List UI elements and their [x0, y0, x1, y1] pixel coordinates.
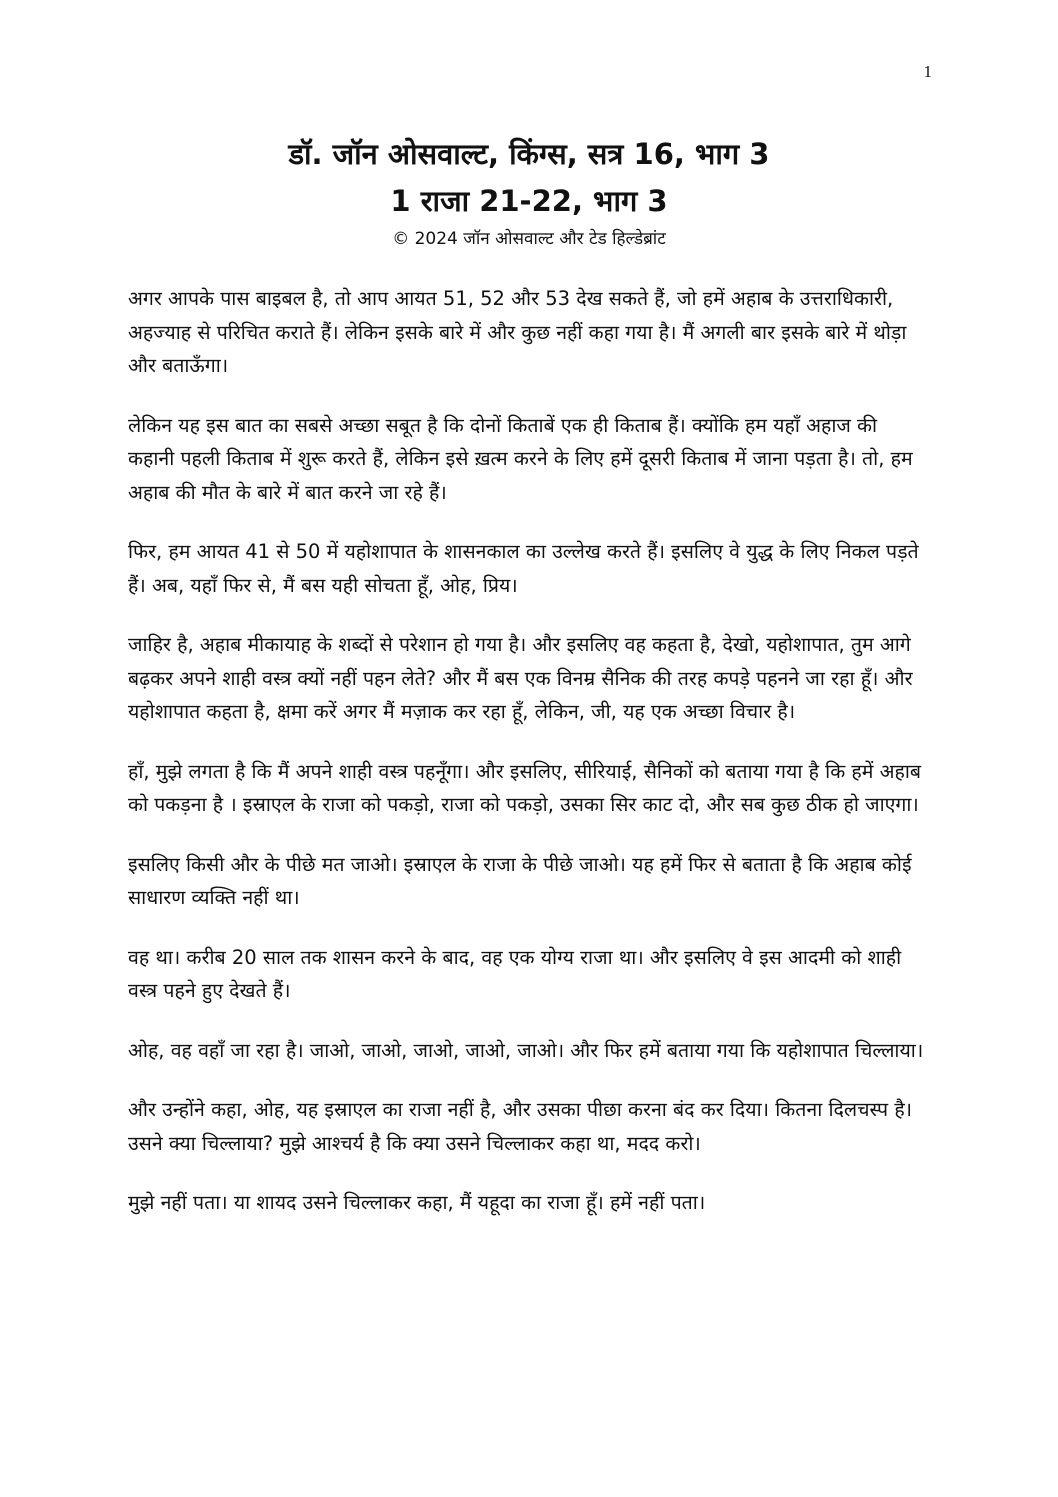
- copyright-line: © 2024 जॉन ओसवाल्ट और टेड हिल्डेब्रांट: [392, 229, 666, 249]
- paragraph: जाहिर है, अहाब मीकायाह के शब्दों से परेशान हो गया है। और इसलिए वह कहता है, देखो, यहोशापात, तुम आगे बढ़कर अपने शाही वस्त्र क्यों नहीं पहन लेते? और मैं बस एक विनम्र सैनिक की तरह कपड़े पहनने जा रहा हूँ। और यहोशापात कहता है, क्षमा करें अगर मैं मज़ाक कर रहा हूँ, लेकिन, जी, यह एक अच्छा विचार है।: [128, 633, 913, 723]
- paragraph: वह था। करीब 20 साल तक शासन करने के बाद, वह एक योग्य राजा था। और इसलिए वे इस आदमी को शाही वस्त्र पहने हुए देखते हैं।: [128, 945, 902, 1002]
- paragraph: लेकिन यह इस बात का सबसे अच्छा सबूत है कि दोनों किताबें एक ही किताब हैं। क्योंकि हम यहाँ अहाज की कहानी पहली किताब में शुरू करते हैं, लेकिन इसे ख़त्म करने के लिए हमें दूसरी किताब में जाना पड़ता है। तो, हम अहाब की मौत के बारे में बात करने जा रहे हैं।: [128, 413, 913, 504]
- paragraph: और उन्होंने कहा, ओह, यह इस्राएल का राजा नहीं है, और उसका पीछा करना बंद कर दिया। कितना दिलचस्प है। उसने क्या चिल्लाया? मुझे आश्चर्य है कि क्या उसने चिल्लाकर कहा था, मदद करो।: [128, 1098, 913, 1155]
- paragraph: फिर, हम आयत 41 से 50 में यहोशापात के शासनकाल का उल्लेख करते हैं। इसलिए वे युद्ध के लिए निकल पड़ते हैं। अब, यहाँ फिर से, मैं बस यही सोचता हूँ, ओह, प्रिय।: [128, 540, 919, 597]
- paragraph: इसलिए किसी और के पीछे मत जाओ। इस्राएल के राजा के पीछे जाओ। यह हमें फिर से बताता है कि अहाब कोई साधारण व्यक्ति नहीं था।: [128, 852, 912, 909]
- page-number: 1: [923, 62, 932, 81]
- document-title: डॉ. जॉन ओसवाल्ट, किंग्स, सत्र 16, भाग 3: [288, 137, 770, 171]
- paragraph: ओह, वह वहाँ जा रहा है। जाओ, जाओ, जाओ, जाओ, जाओ। और फिर हमें बताया गया कि यहोशापात चिल्लाया।: [128, 1038, 924, 1062]
- paragraph: अगर आपके पास बाइबल है, तो आप आयत 51, 52 और 53 देख सकते हैं, जो हमें अहाब के उत्तराधिकारी, अहज्याह से परिचित कराते हैं। लेकिन इसके बारे में और कुछ नहीं कहा गया है। मैं अगली बार इसके बारे में थोड़ा और बताऊँगा।: [128, 287, 907, 377]
- paragraph: मुझे नहीं पता। या शायद उसने चिल्लाकर कहा, मैं यहूदा का राजा हूँ। हमें नहीं पता।: [128, 1191, 706, 1214]
- document-body: [128, 282, 928, 1246]
- paragraph: हाँ, मुझे लगता है कि मैं अपने शाही वस्त्र पहनूँगा। और इसलिए, सीरियाई, सैनिकों को बताया गया है कि हमें अहाब को पकड़ना है । इस्राएल के राजा को पकड़ो, राजा को पकड़ो, उसका सिर काट दो, और सब कुछ ठीक हो जाएगा।: [128, 759, 922, 816]
- document-subtitle: 1 राजा 21-22, भाग 3: [390, 184, 668, 218]
- document-header: [60, 130, 998, 252]
